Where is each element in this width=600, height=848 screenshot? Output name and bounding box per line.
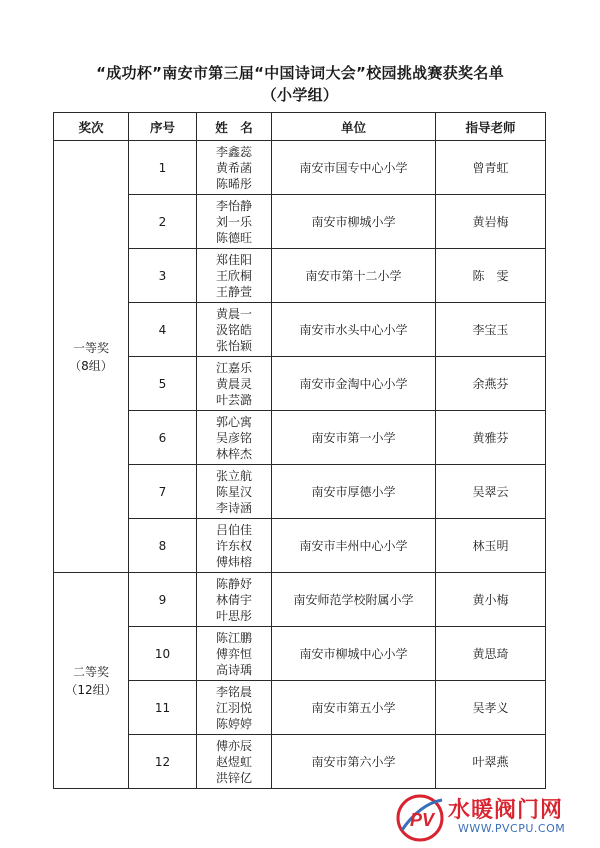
award-count: （12组）: [65, 682, 117, 697]
student-names-cell: [197, 519, 272, 573]
school-cell: 南安市柳城中心小学: [272, 627, 436, 681]
student-name: 叶芸潞: [215, 392, 252, 407]
student-names-cell: [197, 357, 272, 411]
teacher-cell: 黄岩梅: [436, 195, 546, 249]
header-row: [54, 113, 546, 141]
student-names-cell: [197, 681, 272, 735]
award-group-cell: [54, 573, 129, 789]
table-body: [54, 141, 546, 789]
school-cell: 南安市柳城小学: [272, 195, 436, 249]
watermark: [392, 790, 592, 842]
teacher-cell: 吴孝义: [436, 681, 546, 735]
student-name: 李诗涵: [215, 500, 252, 515]
teacher-cell: 陈 雯: [436, 249, 546, 303]
student-name: 林梓杰: [215, 446, 252, 461]
student-names-cell: [197, 627, 272, 681]
header-award: 奖次: [54, 113, 129, 141]
teacher-cell: 黄小梅: [436, 573, 546, 627]
student-name: 陈德旺: [215, 230, 252, 245]
row-number: 4: [129, 303, 197, 357]
header-number: 序号: [129, 113, 197, 141]
school-cell: 南安市丰州中心小学: [272, 519, 436, 573]
school-cell: 南安市厚德小学: [272, 465, 436, 519]
student-name: 黄晨灵: [215, 376, 252, 391]
student-name: 李铭晨: [215, 684, 252, 699]
student-names-cell: [197, 735, 272, 789]
student-name: 陈晞彤: [215, 176, 252, 191]
teacher-cell: 余燕芬: [436, 357, 546, 411]
student-name: 傅炜榕: [215, 554, 252, 569]
student-name: 陈星汉: [215, 484, 252, 499]
student-name: 赵煜虹: [215, 754, 252, 769]
school-cell: 南安市金淘中心小学: [272, 357, 436, 411]
pv-logo-icon: [392, 790, 448, 842]
header-school: 单位: [272, 113, 436, 141]
row-number: 6: [129, 411, 197, 465]
row-number: 5: [129, 357, 197, 411]
row-number: 8: [129, 519, 197, 573]
row-number: 7: [129, 465, 197, 519]
student-name: 黄晨一: [215, 306, 252, 321]
teacher-cell: 黄思琦: [436, 627, 546, 681]
row-number: 10: [129, 627, 197, 681]
student-name: 叶思彤: [215, 608, 252, 623]
student-name: 王欣桐: [215, 268, 252, 283]
student-names-cell: [197, 411, 272, 465]
teacher-cell: 林玉明: [436, 519, 546, 573]
student-name: 张立航: [215, 468, 252, 483]
header-teacher: 指导老师: [436, 113, 546, 141]
watermark-text: 水暖阀门网: [448, 798, 564, 823]
student-name: 李鑫蕊: [215, 144, 252, 159]
header-name: 姓 名: [197, 113, 272, 141]
student-name: 高诗瑀: [215, 662, 252, 677]
school-cell: 南安市第十二小学: [272, 249, 436, 303]
student-name: 洪锌亿: [215, 770, 252, 785]
student-name: 江羽悦: [215, 700, 252, 715]
row-number: 9: [129, 573, 197, 627]
student-name: 李怡静: [215, 198, 252, 213]
student-name: 刘一乐: [215, 214, 252, 229]
student-name: 林倩宇: [215, 592, 252, 607]
student-name: 吕伯佳: [215, 522, 252, 537]
school-cell: 南安市第六小学: [272, 735, 436, 789]
student-name: 陈婷婷: [215, 716, 252, 731]
award-group-cell: [54, 141, 129, 573]
logo-letters: PV: [410, 810, 435, 830]
student-name: 江嘉乐: [215, 360, 252, 375]
document-title: [0, 62, 600, 106]
title-line-2: （小学组）: [261, 86, 339, 104]
row-number: 11: [129, 681, 197, 735]
student-names-cell: [197, 573, 272, 627]
student-name: 黄希菡: [215, 160, 252, 175]
student-names-cell: [197, 141, 272, 195]
student-name: 陈静妤: [215, 576, 252, 591]
row-number: 12: [129, 735, 197, 789]
table-row: [54, 141, 546, 195]
student-names-cell: [197, 195, 272, 249]
student-name: 许东权: [215, 538, 252, 553]
award-label: 一等奖: [72, 340, 109, 355]
student-name: 陈江鹏: [215, 630, 252, 645]
school-cell: 南安师范学校附属小学: [272, 573, 436, 627]
row-number: 2: [129, 195, 197, 249]
student-name: 傅弈恒: [215, 646, 252, 661]
school-cell: 南安市第五小学: [272, 681, 436, 735]
award-count: （8组）: [69, 358, 113, 373]
student-name: 张怡颖: [215, 338, 252, 353]
school-cell: 南安市水头中心小学: [272, 303, 436, 357]
student-name: 汲铭皓: [215, 322, 252, 337]
award-table: [53, 112, 546, 789]
student-name: 王静萱: [215, 284, 252, 299]
teacher-cell: 李宝玉: [436, 303, 546, 357]
table-row: [54, 573, 546, 627]
student-names-cell: [197, 249, 272, 303]
teacher-cell: 黄雅芬: [436, 411, 546, 465]
student-name: 吴彦铭: [215, 430, 252, 445]
row-number: 3: [129, 249, 197, 303]
teacher-cell: 曾青虹: [436, 141, 546, 195]
award-label: 二等奖: [72, 664, 109, 679]
student-names-cell: [197, 303, 272, 357]
title-line-1: “成功杯”南安市第三届“中国诗词大会”校园挑战赛获奖名单: [96, 64, 504, 82]
student-name: 傅亦辰: [215, 738, 252, 753]
row-number: 1: [129, 141, 197, 195]
teacher-cell: 吴翠云: [436, 465, 546, 519]
school-cell: 南安市第一小学: [272, 411, 436, 465]
watermark-url: WWW.PVCPU.COM: [458, 822, 566, 835]
student-names-cell: [197, 465, 272, 519]
school-cell: 南安市国专中心小学: [272, 141, 436, 195]
student-name: 郑佳阳: [215, 252, 252, 267]
teacher-cell: 叶翠燕: [436, 735, 546, 789]
student-name: 郭心寓: [215, 414, 252, 429]
